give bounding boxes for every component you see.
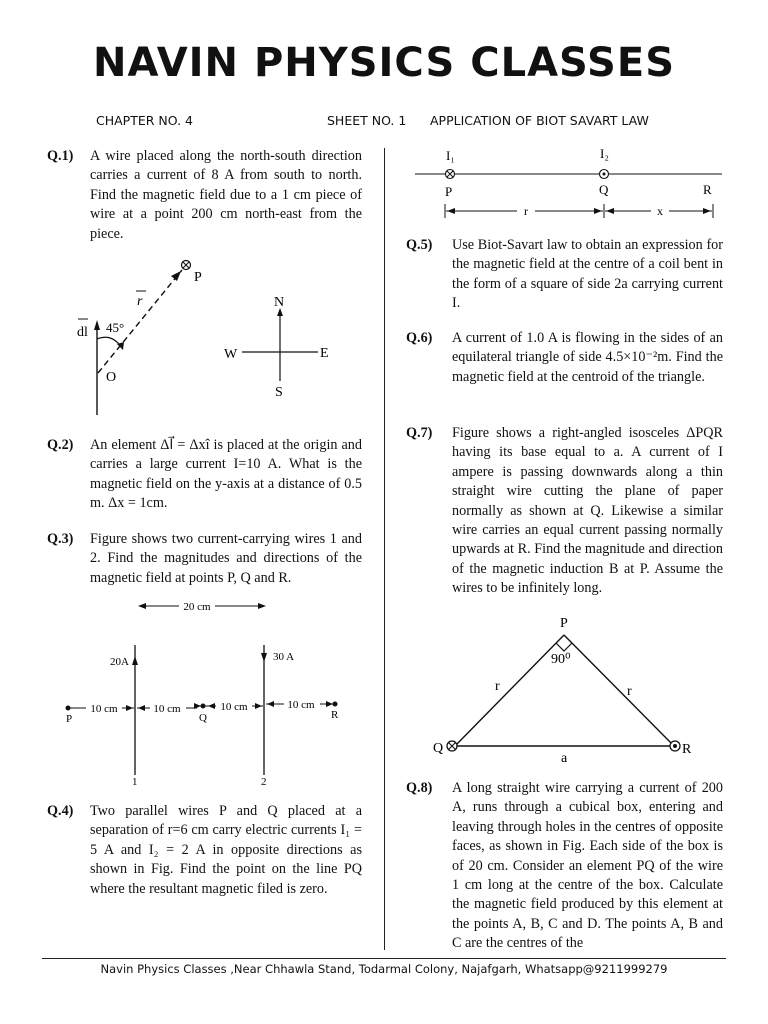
label-p: P	[66, 713, 73, 725]
page-title: NAVIN PHYSICS CLASSES	[93, 40, 675, 86]
side-pr	[564, 635, 674, 746]
label-r: R	[331, 709, 339, 721]
chapter-label: CHAPTER NO. 4	[96, 113, 193, 128]
label-wire-2: 2	[261, 776, 267, 788]
label-30a: 30 A	[273, 651, 295, 663]
label-20a: 20A	[110, 656, 129, 668]
label-s: S	[275, 385, 283, 400]
label-seg-2: 10 cm	[153, 703, 181, 715]
label-angle: 90⁰	[551, 652, 571, 667]
question-text: A wire placed along the north-south direction carries a current of 8 A from south to north. Find the magnetic field due to a 1 cm piece of wire at a point 200 cm north-east from the piece.	[90, 148, 362, 242]
label-q: Q	[599, 182, 609, 197]
question-text: A long straight wire carrying a current of 200 A, runs through a cubical box, entering and leaving through holes in the centres of opposite faces, as shown in Fig. Each side of the box is of 20 cm. Consider an element PQ of the wire 1 cm long at the centre of the box. Calculate the magnetic field produced by this element at the points A, B, C and D. The points A, B and C are the centres of the	[452, 780, 723, 952]
label-p: P	[194, 270, 202, 285]
footer-rule	[42, 958, 726, 959]
sheet-label: SHEET NO. 1	[327, 113, 407, 128]
right-angle-mark	[556, 643, 572, 651]
question-text: An element Δl⃗ = Δxî is placed at the origin and carries a large current I=10 A. What is the magnetic field on the y-axis at a distance of 0.5 m. Δx = 1cm.	[90, 437, 362, 512]
label-q: Q	[433, 741, 444, 756]
question-text: Figure shows two current-carrying wires 1 and 2. Find the magnitudes and directions of the magnetic field at points P, Q and R.	[90, 531, 362, 586]
question-number: Q.1)	[47, 148, 74, 164]
label-q: Q	[199, 712, 207, 724]
label-side-r1: r	[495, 679, 500, 694]
question-number: Q.4)	[47, 803, 74, 819]
label-seg-1: 10 cm	[90, 703, 118, 715]
label-p: P	[445, 184, 453, 199]
question-number: Q.7)	[406, 425, 433, 441]
question-number: Q.5)	[406, 237, 433, 253]
label-side-r2: r	[627, 684, 632, 699]
label-dl: dl	[77, 325, 88, 340]
question-text: Two parallel wires P and Q placed at a separation of r=6 cm carry electric currents I₁ = 5 A and I₂ = 2 A in opposite directions as shown in Fig. Find the point on the line PQ where the resultant magnetic filed is zero.	[90, 803, 362, 897]
label-seg-3: 10 cm	[220, 701, 248, 713]
question-number: Q.3)	[47, 531, 74, 547]
label-20cm: 20 cm	[183, 601, 211, 613]
label-base-a: a	[561, 751, 568, 766]
side-qp	[455, 635, 564, 746]
label-seg-4: 10 cm	[287, 699, 315, 711]
label-o: O	[106, 370, 117, 385]
dot-center	[673, 744, 677, 748]
topic-label: APPLICATION OF BIOT SAVART LAW	[430, 113, 649, 128]
label-n: N	[274, 295, 285, 310]
label-e: E	[320, 346, 329, 361]
label-w: W	[224, 347, 238, 362]
label-dim-x: x	[657, 204, 663, 218]
question-number: Q.6)	[406, 330, 433, 346]
question-number: Q.8)	[406, 780, 433, 796]
question-number: Q.2)	[47, 437, 74, 453]
label-dim-r: r	[524, 204, 528, 218]
question-text: Figure shows a right-angled isosceles ΔPQR having its base equal to a. A current of I ampere is passing downwards along a thin straight wire cutting the plane of paper normally as shown at Q. Likewise a similar wire carries an equal current passing normally upwards at R. Find the magnitude and direction of the magnetic induction B at P. Assume the wires to be infinitely long.	[452, 425, 723, 597]
label-r: R	[703, 182, 712, 197]
label-r: R	[682, 742, 692, 757]
question-text: Use Biot-Savart law to obtain an expression for the magnetic field at the centre of a coil bent in the form of a square of side 2a carrying current I.	[452, 237, 723, 312]
label-wire-1: 1	[132, 776, 138, 788]
question-text: A current of 1.0 A is flowing in the sides of an equilateral triangle of side 4.5×10⁻²m. Find the magnetic field at the centroid of the triangle.	[452, 330, 723, 385]
footer-address: Navin Physics Classes ,Near Chhawla Stand, Todarmal Colony, Najafgarh, Whatsapp@9211999279	[100, 962, 668, 976]
label-i2: I₂	[600, 146, 609, 161]
label-r: r	[137, 294, 143, 309]
label-i1: I₁	[446, 148, 455, 163]
label-angle: 45°	[106, 320, 125, 335]
label-p: P	[560, 616, 568, 631]
